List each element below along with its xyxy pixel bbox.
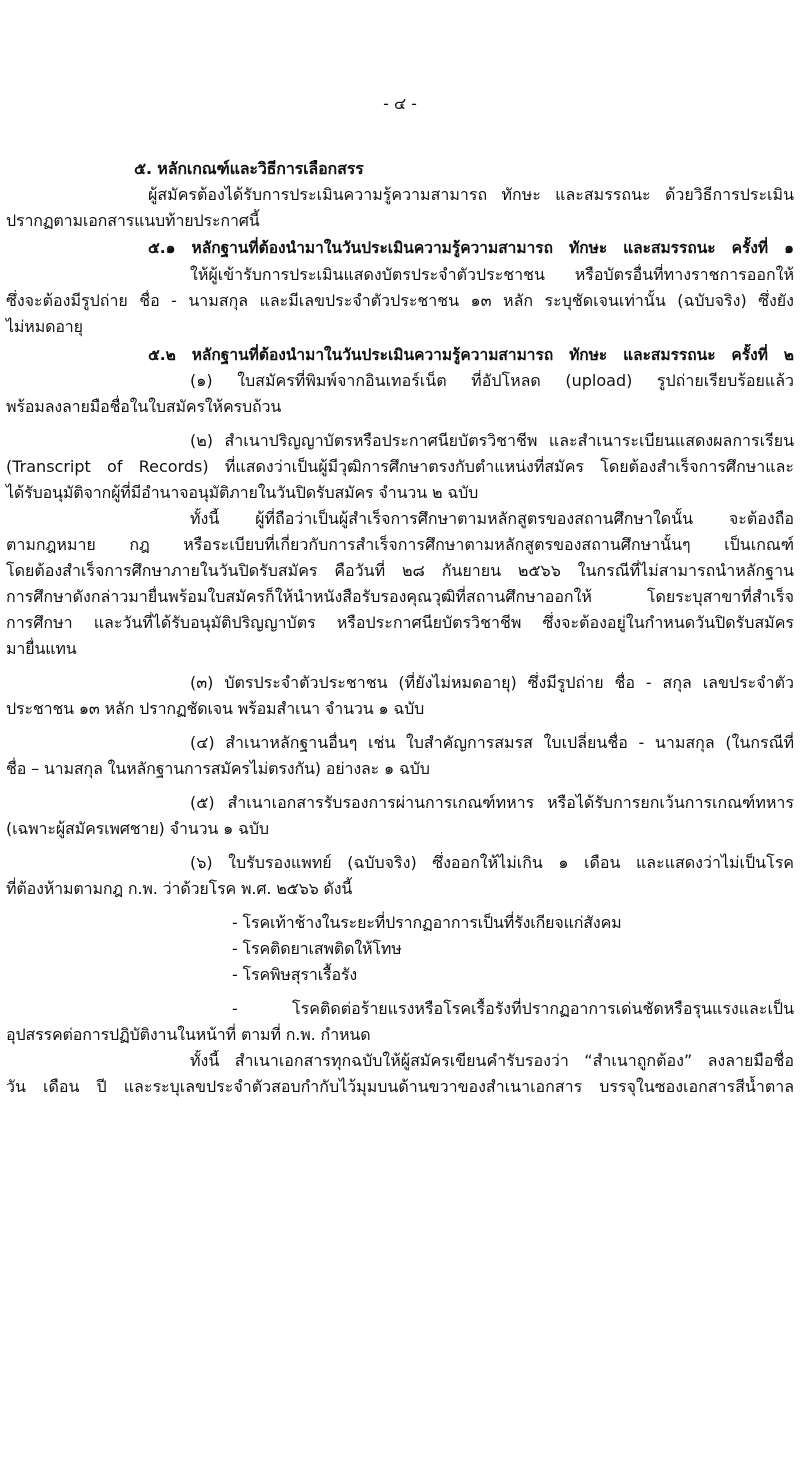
item-3-line-1: (๓) บัตรประจำตัวประชาชน (ที่ยังไม่หมดอายุ) ซึ่งมีรูปถ่าย ชื่อ - สกุล เลขประจำตัว: [190, 673, 794, 692]
note-line-5: การศึกษา และวันที่ได้รับอนุมัติปริญญาบัตร หรือประกาศนียบัตรวิชาชีพ ซึ่งจะต้องอยู่ในกำหนดวันปิดรับสมัคร: [6, 613, 794, 632]
item-2-line-2: (Transcript of Records) ที่แสดงว่าเป็นผู้มีวุฒิการศึกษาตรงกับตำแหน่งที่สมัคร โดยต้องสำเร็จการศึกษาและ: [6, 457, 794, 476]
disease-item: - โรคติดต่อร้ายแรงหรือโรคเรื้อรังที่ปรากฏอาการเด่นชัดหรือรุนแรงและเป็น: [232, 999, 794, 1018]
disease-item: - โรคติดยาเสพติดให้โทษ: [232, 939, 402, 958]
note-line-6: มายื่นแทน: [6, 639, 77, 658]
item-1-line-2: พร้อมลงลายมือชื่อในใบสมัครให้ครบถ้วน: [6, 397, 282, 416]
disease-item: - โรคเท้าช้างในระยะที่ปรากฏอาการเป็นที่รังเกียจแก่สังคม: [232, 913, 622, 932]
section-5-body-line-2: ปรากฏตามเอกสารแนบท้ายประกาศนี้: [6, 211, 260, 230]
item-6-line-1: (๖) ใบรับรองแพทย์ (ฉบับจริง) ซึ่งออกให้ไม่เกิน ๑ เดือน และแสดงว่าไม่เป็นโรค: [190, 853, 794, 872]
note-line-3: โดยต้องสำเร็จการศึกษาภายในวันปิดรับสมัคร คือวันที่ ๒๘ กันยายน ๒๕๖๖ ในกรณีที่ไม่สามารถนำหลักฐาน: [6, 561, 794, 580]
disease-item: - โรคพิษสุราเรื้อรัง: [232, 965, 358, 984]
note-line-4: การศึกษาดังกล่าวมายื่นพร้อมใบสมัครก็ให้นำหนังสือรับรองคุณวุฒิที่สถานศึกษาออกให้ โดยระบุสาขาที่สำเร็จ: [6, 587, 794, 606]
note-line-2: ตามกฎหมาย กฎ หรือระเบียบที่เกี่ยวกับการสำเร็จการศึกษาตามหลักสูตรของสถานศึกษานั้นๆ เป็นเกณฑ์: [6, 535, 794, 554]
disease-item-continued: อุปสรรคต่อการปฏิบัติงานในหน้าที่ ตามที่ ก.พ. กำหนด: [6, 1025, 371, 1044]
item-2-line-3: ได้รับอนุมัติจากผู้ที่มีอำนาจอนุมัติภายในวันปิดรับสมัคร จำนวน ๒ ฉบับ: [6, 483, 479, 502]
item-3-line-2: ประชาชน ๑๓ หลัก ปรากฏชัดเจน พร้อมสำเนา จำนวน ๑ ฉบับ: [6, 699, 425, 718]
section-5-1-heading: ๕.๑ หลักฐานที่ต้องนำมาในวันประเมินความรู้ความสามารถ ทักษะ และสมรรถนะ ครั้งที่ ๑: [148, 239, 794, 257]
item-6-line-2: ที่ต้องห้ามตามกฎ ก.พ. ว่าด้วยโรค พ.ศ. ๒๕๖๖ ดังนี้: [6, 879, 353, 898]
section-5-1-body-line-3: ไม่หมดอายุ: [6, 317, 83, 336]
item-1-line-1: (๑) ใบสมัครที่พิมพ์จากอินเทอร์เน็ต ที่อัปโหลด (upload) รูปถ่ายเรียบร้อยแล้ว: [190, 371, 794, 390]
closing-line-2: วัน เดือน ปี และระบุเลขประจำตัวสอบกำกับไว้มุมบนด้านขวาของสำเนาเอกสาร บรรจุในซองเอกสารสีน้ำตาล: [6, 1077, 794, 1096]
section-5-body-line-1: ผู้สมัครต้องได้รับการประเมินความรู้ความสามารถ ทักษะ และสมรรถนะ ด้วยวิธีการประเมิน: [148, 185, 794, 204]
item-2-line-1: (๒) สำเนาปริญญาบัตรหรือประกาศนียบัตรวิชาชีพ และสำเนาระเบียนแสดงผลการเรียน: [190, 431, 794, 450]
section-5-2-heading: ๕.๒ หลักฐานที่ต้องนำมาในวันประเมินความรู้ความสามารถ ทักษะ และสมรรถนะ ครั้งที่ ๒: [148, 346, 794, 364]
item-4-line-1: (๔) สำเนาหลักฐานอื่นๆ เช่น ใบสำคัญการสมรส ใบเปลี่ยนชื่อ - นามสกุล (ในกรณีที่: [190, 733, 794, 752]
item-5-line-2: (เฉพาะผู้สมัครเพศชาย) จำนวน ๑ ฉบับ: [6, 819, 269, 838]
section-5-1-body-line-2: ซึ่งจะต้องมีรูปถ่าย ชื่อ - นามสกุล และมีเลขประจำตัวประชาชน ๑๓ หลัก ระบุชัดเจนเท่านั้น (ฉบับจริง) ซึ่งยัง: [6, 291, 794, 310]
closing-line-1: ทั้งนี้ สำเนาเอกสารทุกฉบับให้ผู้สมัครเขียนคำรับรองว่า “สำเนาถูกต้อง” ลงลายมือชื่อ: [190, 1051, 794, 1070]
note-line-1: ทั้งนี้ ผู้ที่ถือว่าเป็นผู้สำเร็จการศึกษาตามหลักสูตรของสถานศึกษาใดนั้น จะต้องถือ: [190, 509, 794, 528]
item-5-line-1: (๕) สำเนาเอกสารรับรองการผ่านการเกณฑ์ทหาร หรือได้รับการยกเว้นการเกณฑ์ทหาร: [190, 793, 794, 812]
section-5-1-body-line-1: ให้ผู้เข้ารับการประเมินแสดงบัตรประจำตัวประชาชน หรือบัตรอื่นที่ทางราชการออกให้: [190, 265, 794, 284]
item-4-line-2: ชื่อ – นามสกุล ในหลักฐานการสมัครไม่ตรงกัน) อย่างละ ๑ ฉบับ: [6, 759, 430, 778]
page-number: - ๔ -: [383, 94, 417, 113]
section-5-heading: ๕. หลักเกณฑ์และวิธีการเลือกสรร: [134, 159, 364, 178]
